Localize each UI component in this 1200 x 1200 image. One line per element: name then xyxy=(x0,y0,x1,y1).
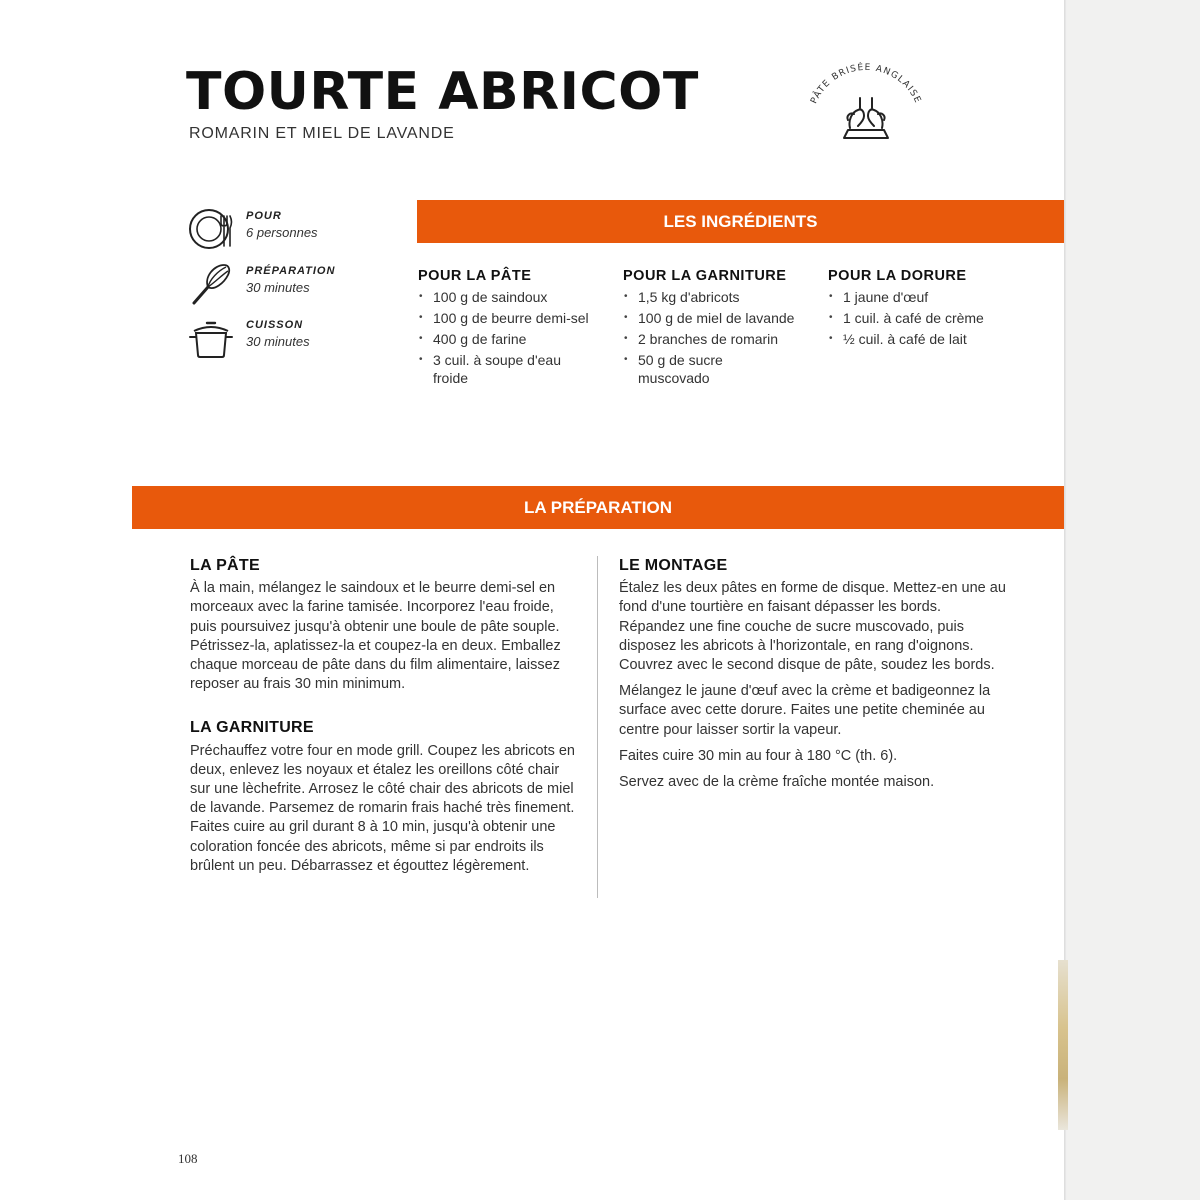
ingredient-item: • 1,5 kg d'abricots xyxy=(623,288,823,306)
section-paragraph: Étalez les deux pâtes en forme de disque. Mettez-en une au fond d'une tourtière en faisant dépasser les bords. Répandez une fine couche de sucre muscovado, puis disposez les abricots à l'horizontale, en rang d'oignons. Couvrez avec le second disque de pâte, soudez les bords. xyxy=(619,580,1006,674)
ingredients-list xyxy=(623,288,823,387)
ingredient-item: • 2 branches de romarin xyxy=(623,330,823,348)
stamp-label: PÂTE BRISÉE ANGLAISE xyxy=(809,62,923,106)
ingredient-item: • 100 g de beurre demi-sel xyxy=(418,309,618,327)
ingredient-item: • 1 jaune d'œuf xyxy=(828,288,1028,306)
facing-page-photo-edge xyxy=(1058,960,1068,1130)
meta-value: 30 minutes xyxy=(246,334,310,349)
section-title-assembly: LE MONTAGE xyxy=(619,557,728,574)
ingredients-heading: LES INGRÉDIENTS xyxy=(417,200,1064,243)
preparation-right-column xyxy=(619,556,1007,799)
section-paragraph: Mélangez le jaune d'œuf avec la crème et badigeonnez la surface avec cette dorure. Faites une petite cheminée au centre pour laisser sortir la vapeur. xyxy=(619,683,991,738)
ingredient-item: • 400 g de farine xyxy=(418,330,618,348)
page-number: 108 xyxy=(178,1151,198,1166)
preparation-heading: LA PRÉPARATION xyxy=(132,486,1064,529)
meta-label: CUISSON xyxy=(246,319,304,331)
preparation-left-column xyxy=(190,556,576,883)
section-paragraph: À la main, mélangez le saindoux et le beurre demi-sel en morceaux avec la farine tamisée. Incorporez l'eau froide, puis poursuivez jusqu'à obtenir une boule de pâte souple. Pétrissez-la, aplatissez-la et coupez-la en deux. Emballez chaque morceau de pâte dans du film alimentaire, laissez reposer au frais 30 min minimum. xyxy=(190,580,561,693)
ingredients-list xyxy=(828,288,1028,348)
column-divider xyxy=(597,556,598,898)
ingredients-column-filling xyxy=(623,268,823,390)
ingredients-column-title: POUR LA DORURE xyxy=(828,268,967,284)
ingredient-item: • 1 cuil. à café de crème xyxy=(828,309,1028,327)
plate-icon xyxy=(188,206,234,252)
pastry-stamp xyxy=(800,62,932,142)
ingredients-column-glaze xyxy=(828,268,1028,351)
recipe-subtitle: ROMARIN ET MIEL DE LAVANDE xyxy=(189,125,455,142)
ingredients-column-title: POUR LA GARNITURE xyxy=(623,268,787,284)
meta-label: POUR xyxy=(246,210,282,222)
meta-value: 6 personnes xyxy=(246,225,318,240)
section-paragraph: Faites cuire 30 min au four à 180 °C (th. 6). xyxy=(619,747,898,764)
facing-page-edge xyxy=(1064,0,1200,1200)
ingredient-item: • 50 g de sucre muscovado xyxy=(623,351,738,387)
meta-value: 30 minutes xyxy=(246,280,310,295)
ingredient-item: • 100 g de miel de lavande xyxy=(623,309,823,327)
ingredient-item: • 100 g de saindoux xyxy=(418,288,618,306)
whisk-icon xyxy=(188,261,234,307)
ingredients-column-pastry xyxy=(418,268,618,390)
recipe-title: TOURTE ABRICOT xyxy=(186,62,699,122)
section-title-filling: LA GARNITURE xyxy=(190,719,314,737)
pot-icon xyxy=(188,315,234,361)
kneading-hands-icon xyxy=(844,98,888,138)
section-title-pastry: LA PÂTE xyxy=(190,557,260,574)
meta-label: PRÉPARATION xyxy=(246,265,336,277)
section-paragraph: Préchauffez votre four en mode grill. Coupez les abricots en deux, enlevez les noyaux et étalez les oreillons côté chair sur une lèchefrite. Arrosez le côté chair des abricots de miel de lavande. Parsemez de romarin frais haché très finement. Faites cuire au gril durant 8 à 10 min, jusqu'à obtenir une coloration foncée des abricots, même si par endroits ils brûlent un peu. Débarrassez et égouttez légèrement. xyxy=(190,742,575,874)
ingredient-item: • 3 cuil. à soupe d'eau froide xyxy=(418,351,568,387)
ingredients-list xyxy=(418,288,618,387)
ingredient-item: • ½ cuil. à café de lait xyxy=(828,330,1028,348)
ingredients-column-title: POUR LA PÂTE xyxy=(418,268,532,284)
section-paragraph: Servez avec de la crème fraîche montée maison. xyxy=(619,774,935,791)
